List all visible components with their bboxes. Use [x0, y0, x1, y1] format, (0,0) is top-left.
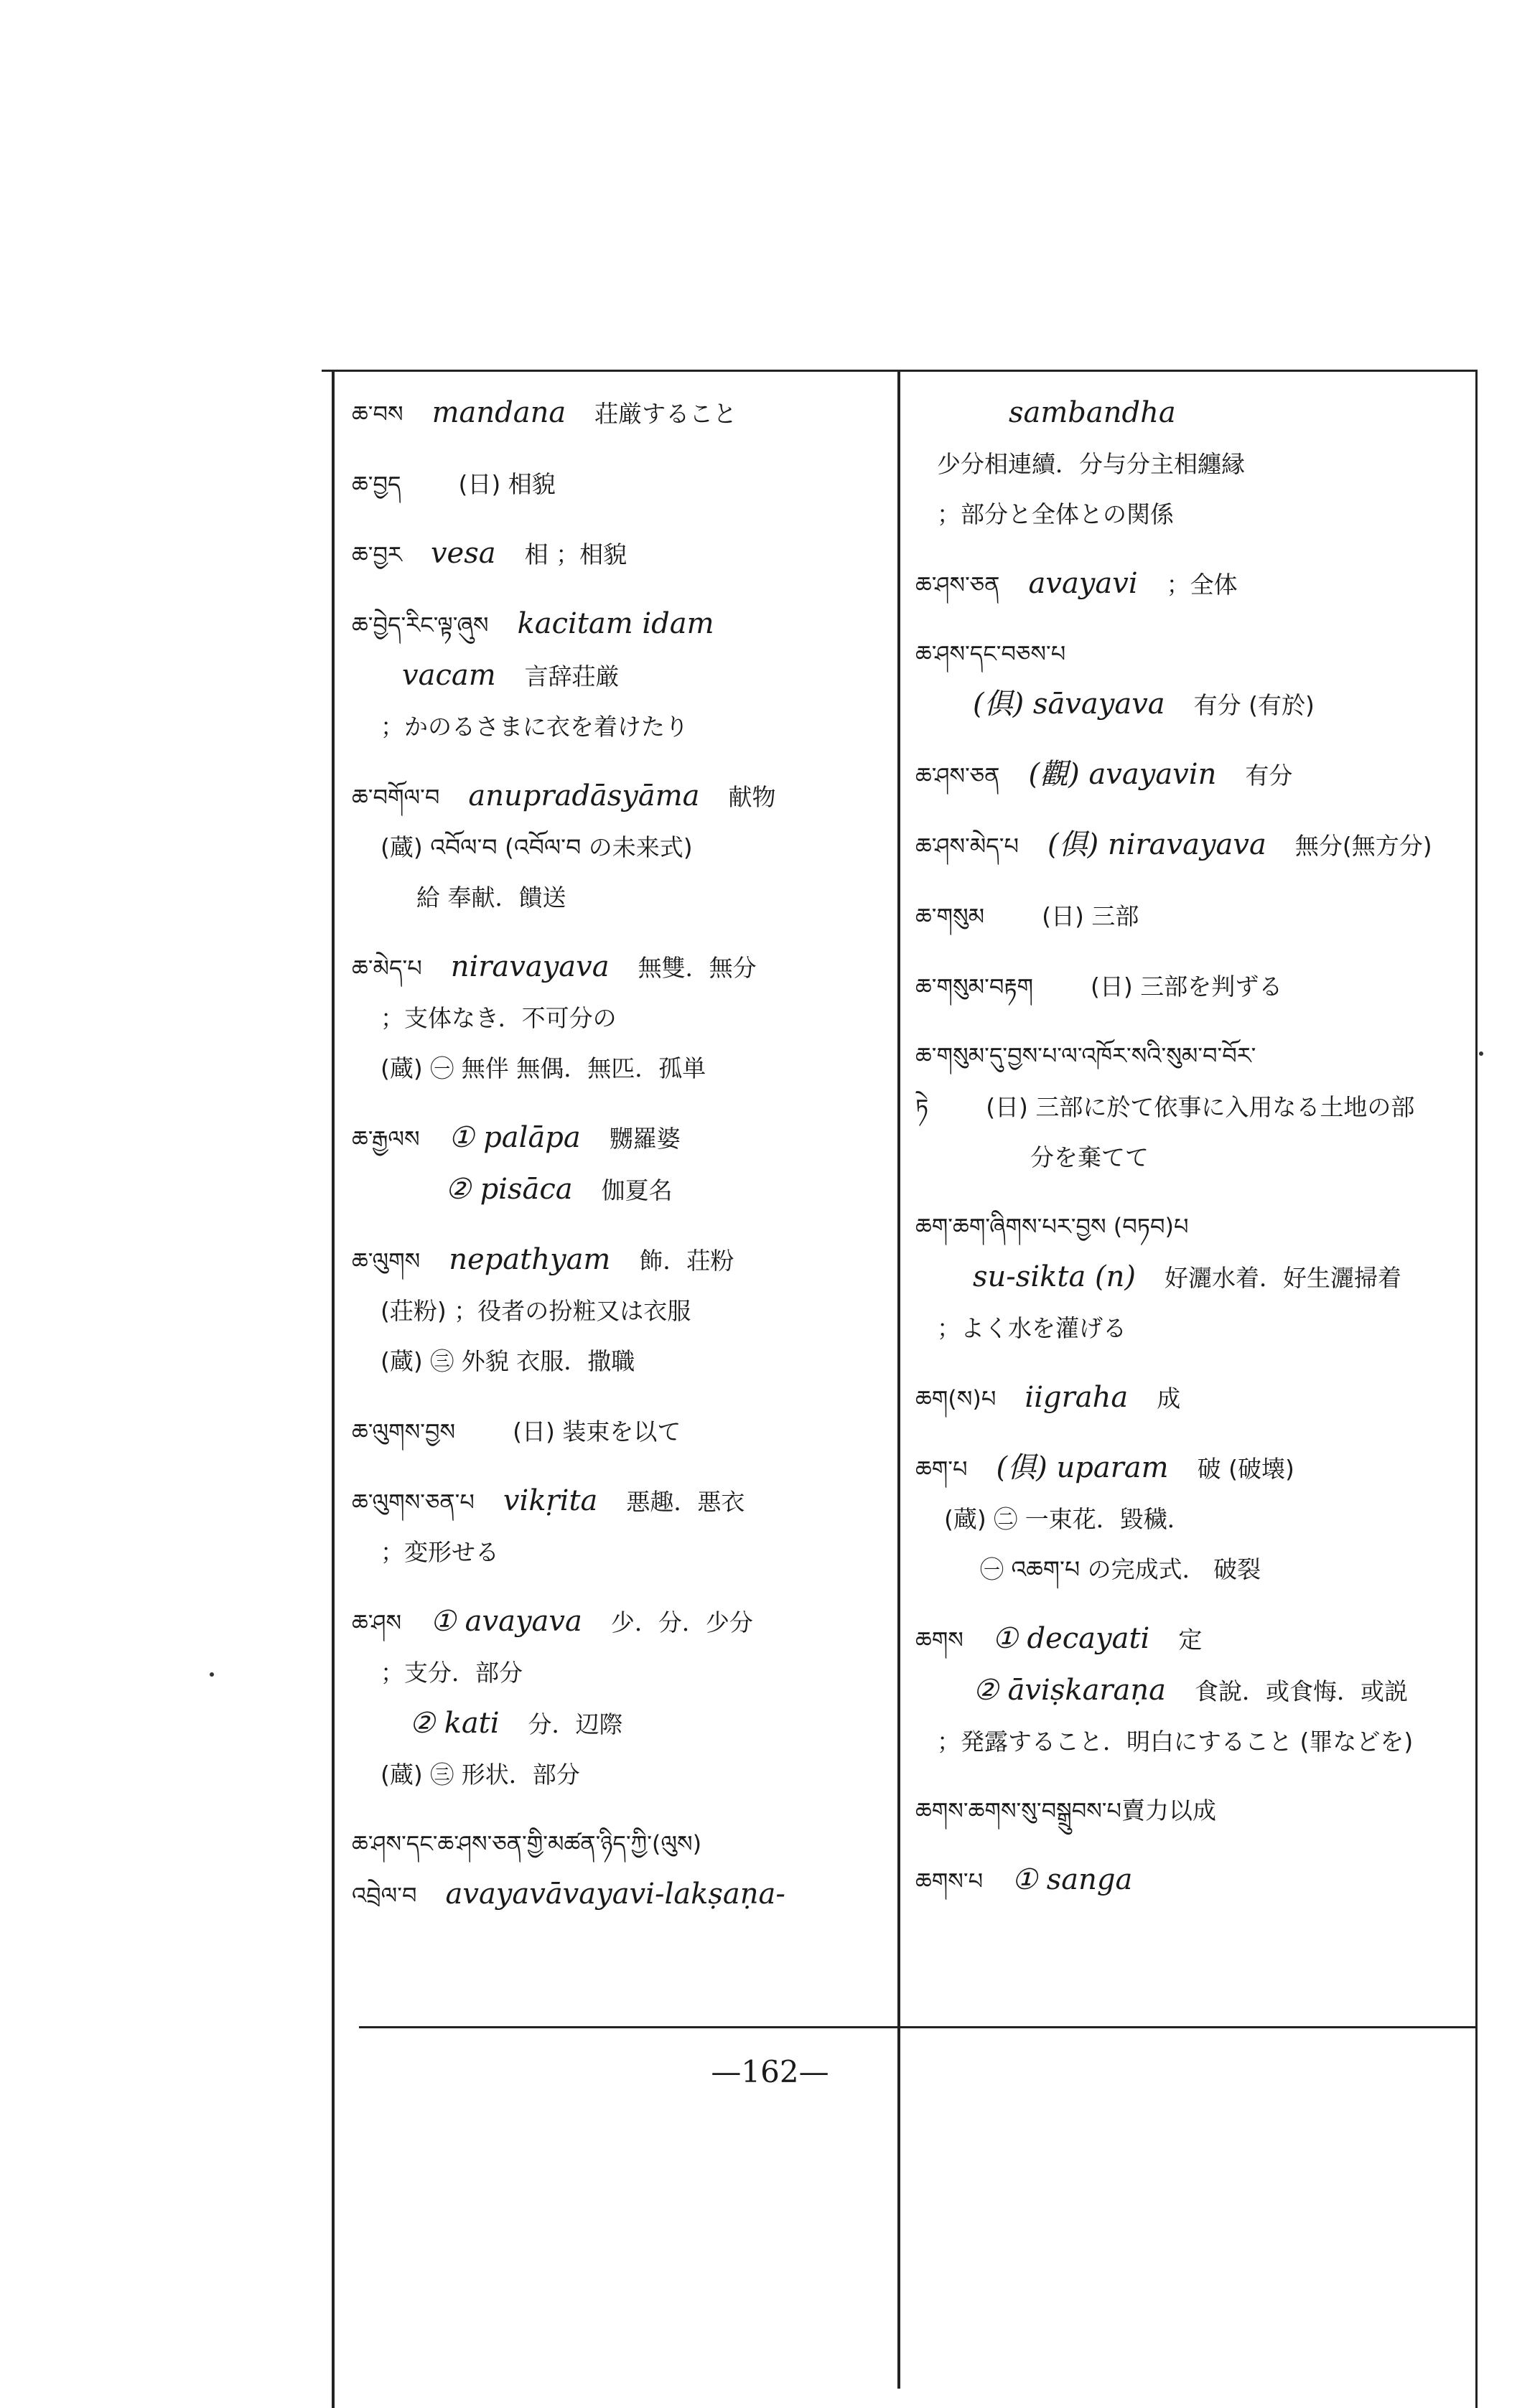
entry-line: ；部分と全体との関係: [937, 500, 1174, 528]
entry-line: vacam 言辞荘厳: [402, 659, 620, 692]
entry-line: ཏེ (日) 三部に於て依事に入用なる土地の部: [915, 1093, 1415, 1121]
entry-line: ② pisāca 伽夏名: [445, 1173, 673, 1206]
entry-line: (蔵) འབོལ་བ (འབོལ་བ の未来式): [381, 833, 693, 861]
entry-line: sambandha: [1009, 396, 1176, 429]
entry-line: ཆ་ཤས་ཅན avayavi ；全体: [915, 567, 1238, 600]
entry-line: (荘粉) ；役者の扮粧又は衣服: [381, 1297, 691, 1325]
entry-line: ཆ་ཤས་དང་ཆ་ཤས་ཅན་གྱི་མཚན་ཉིད་ཀྱི་(ལུས): [352, 1830, 702, 1857]
stray-mark: [210, 1672, 214, 1677]
entry-line: ཆ་བས mandana 荘厳すること: [352, 396, 737, 429]
entry-line: ཆ་ཤས་མེད་པ (俱) niravayava 無分(無方分): [915, 828, 1432, 861]
entry-line: ；発露すること．明白にすること (罪などを): [937, 1728, 1414, 1756]
entry-line: ཆ་གསུམ་བརྟག (日) 三部を判ずる: [915, 973, 1283, 1001]
entry-line: ཆག་པ (俱) uparam 破 (破壊): [915, 1451, 1294, 1484]
entry-line: ཆ་བགོལ་བ anupradāsyāma 献物: [352, 779, 776, 812]
entry-line: ② kati 分．辺際: [409, 1707, 623, 1740]
left-column: [352, 388, 883, 1921]
entry-line: ཆ་གསུམ (日) 三部: [915, 902, 1139, 930]
entry-line: (俱) sāvayava 有分 (有於): [973, 688, 1315, 721]
stray-mark: [1479, 1051, 1483, 1056]
left-border-rule: [332, 370, 335, 2408]
right-column: [915, 388, 1461, 1906]
entry-line: འབྲེལ་བ avayavāvayavi-lakṣaṇa-: [352, 1878, 785, 1911]
entry-line: ཆགས་པ ① sanga: [915, 1863, 1133, 1896]
entry-line: ཆ་ལུགས་ཅན་པ vikṛita 悪趣．悪衣: [352, 1484, 745, 1517]
entry-line: ཆ་བྱེད་རིང་ལྟ་ཞུས kacitam idam: [352, 607, 714, 640]
entry-line: ཆ་ལུགས་བྱས (日) 装束を以て: [352, 1418, 681, 1446]
entry-line: 少分相連續．分与分主相纏縁: [937, 450, 1245, 478]
entry-line: (蔵) ㊀ 無伴 無偶．無匹．孤単: [381, 1054, 706, 1082]
entry-line: ཆ་ལུགས nepathyam 飾．荘粉: [352, 1243, 734, 1276]
page-number: —162—: [711, 2054, 829, 2089]
entry-line: ཆ་གསུམ་དུ་བྱས་པ་ལ་འཁོར་སའི་སུམ་བ་བོར་: [915, 1042, 1256, 1069]
bottom-rule: [359, 2026, 1478, 2028]
entry-line: ཆ་ཤས་ཅན (觀) avayavin 有分: [915, 758, 1293, 791]
entry-line: ཆ་ཤས་དང་བཅས་པ: [915, 640, 1066, 667]
entry-line: (蔵) ㊂ 外貌 衣服．撒職: [381, 1347, 635, 1375]
entry-line: ཆ་རྒྱལས ① palāpa 嬲羅婆: [352, 1121, 681, 1154]
entry-line: (蔵) ㊁ 一束花．毀穢．: [944, 1505, 1191, 1533]
entry-line: ཆ་བྱར vesa 相 ；相貌: [352, 537, 627, 570]
entry-line: ཆགས་ཆགས་སུ་བསྒྲུབས་པ賣力以成: [915, 1796, 1217, 1824]
entry-line: 給 奉献．饋送: [416, 884, 566, 912]
entry-line: ཆ་བྱད (日) 相貌: [352, 470, 556, 498]
entry-line: (蔵) ㊂ 形状．部分: [381, 1761, 580, 1789]
entry-line: ；支分．部分: [381, 1659, 523, 1687]
entry-line: ཆག་ཆག་ཞིགས་པར་བྱས (བཏབ)པ: [915, 1213, 1189, 1240]
entry-line: ཆ་མེད་པ niravayava 無雙．無分: [352, 950, 757, 983]
entry-line: ；よく水を灌げる: [937, 1314, 1126, 1342]
entry-line: su-sikta (n) 好灑水着．好生灑掃着: [973, 1260, 1401, 1293]
entry-line: ㊀ འཆག་པ の完成式． 破裂: [980, 1555, 1261, 1583]
entry-line: ② āviṣkaraṇa 食說．或食悔．或説: [973, 1674, 1409, 1707]
entry-line: ཆགས ① decayati 定: [915, 1622, 1203, 1655]
entry-line: ；かのるさまに衣を着けたり: [381, 713, 689, 741]
entry-line: ；支体なき．不可分の: [381, 1004, 617, 1032]
entry-line: ཆག(ས)པ iigraha 成: [915, 1381, 1181, 1414]
entry-line: ཆ་ཤས ① avayava 少．分．少分: [352, 1605, 753, 1638]
entry-line: 分を棄てて: [1030, 1143, 1149, 1171]
entry-line: ；変形せる: [381, 1538, 499, 1566]
